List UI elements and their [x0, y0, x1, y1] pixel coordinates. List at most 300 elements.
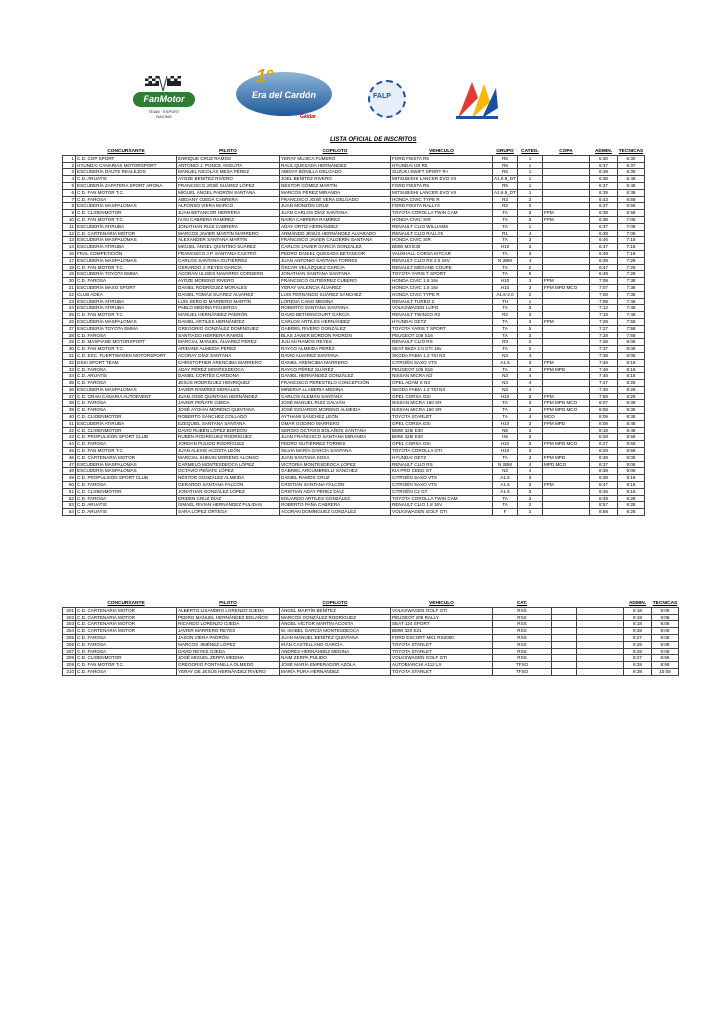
table-cell — [543, 155, 590, 162]
table-cell: 9:08 — [652, 648, 679, 655]
table-cell: NISSAN MICRA 160 SR — [391, 407, 493, 414]
table-cell: C.D. CARTENARIA MOTOR — [76, 621, 177, 628]
table-cell: ÁNGEL VÍCTOR MARTÍN ACOSTA — [280, 621, 391, 628]
table-cell — [543, 325, 590, 332]
table-cell: 9:18 — [618, 488, 645, 495]
table-cell: 50 — [63, 482, 76, 489]
table-cell: 9:18 — [618, 475, 645, 482]
column-header: ADMIN. — [594, 149, 613, 154]
table-cell: 8:28 — [590, 448, 618, 455]
table-cell: 3 — [518, 359, 543, 366]
table-row — [63, 386, 645, 393]
table-cell: TA — [493, 237, 518, 244]
table-cell: FPM MPD MCO — [543, 441, 590, 448]
table-row — [63, 264, 645, 271]
table-cell: 2 — [518, 509, 543, 516]
table-cell: JORDAN PULIDO RODRÍGUEZ — [177, 441, 280, 448]
table-cell: 7:48 — [618, 305, 645, 312]
table-cell: FPM — [543, 216, 590, 223]
table-cell: CITROËN SAXO VTS — [391, 482, 493, 489]
table-cell: 8:38 — [590, 468, 618, 475]
table-cell: 12 — [63, 230, 76, 237]
table-cell: FPM MPD — [543, 420, 590, 427]
table-cell: 44 — [63, 441, 76, 448]
table-cell: TA — [493, 210, 518, 217]
table-cell: 7:58 — [590, 393, 618, 400]
table-cell: 206 — [63, 641, 76, 648]
table-cell: FPM MPD MCO — [543, 400, 590, 407]
table-cell — [577, 634, 624, 641]
table-cell: ESCUDERÍA MASPALOMAS — [76, 257, 177, 264]
table-cell: ESCUDERÍA ATIRUBA — [76, 420, 177, 427]
table-cell: OPEL CORSA GSI — [391, 420, 493, 427]
table-cell: N3 — [493, 386, 518, 393]
table-cell: C.D. FAROSA — [76, 668, 177, 675]
table-cell: 9:08 — [618, 454, 645, 461]
table-cell: 31 — [63, 352, 76, 359]
table-cell: 3 — [518, 210, 543, 217]
table-cell: N3 — [493, 352, 518, 359]
table-cell: CHRISTOPHER ARENCIBIA MARRERO — [177, 359, 280, 366]
table-cell: 4 — [518, 414, 543, 421]
table-cell: GREGORIO FONTANILLA OLMEDO — [177, 662, 280, 669]
table-cell: C.D. PROPULSIÓN SPORT CLUB — [76, 475, 177, 482]
table-cell: 8:58 — [590, 509, 618, 516]
table-row — [63, 189, 645, 196]
table-cell — [543, 298, 590, 305]
table-cell: FRANCISCO JOSÉ SUÁREZ LÓPEZ — [177, 182, 280, 189]
table-cell: 7:38 — [590, 339, 618, 346]
table-cell: 7:28 — [590, 318, 618, 325]
table-cell: H10 — [493, 420, 518, 427]
table-cell: HYUNDAI CANARIAS MOTORSPORT — [76, 162, 177, 169]
table-cell: 7:48 — [590, 359, 618, 366]
table-cell: 7:12 — [590, 305, 618, 312]
table-cell: HONDA CIVIC SIR — [391, 216, 493, 223]
table-cell: 8:57 — [590, 502, 618, 509]
table-cell: 7:49 — [590, 366, 618, 373]
table-row — [63, 495, 645, 502]
table-cell: MARCIAL SHEIAN MORENO ALONSO — [177, 454, 280, 461]
column-header: GRUPO — [496, 149, 514, 154]
table-cell — [543, 250, 590, 257]
fanmotor-logo — [133, 74, 195, 124]
table-cell: SARA LÓPEZ ORTEGA — [177, 509, 280, 516]
table-row — [63, 346, 645, 353]
table-cell: OCTAVIO PEÑATE LÓPEZ — [177, 468, 280, 475]
table-cell: 6:58 — [618, 203, 645, 210]
table-cell: 47 — [63, 461, 76, 468]
table-row — [63, 420, 645, 427]
table-cell: 19 — [63, 271, 76, 278]
table-cell: 1 — [518, 298, 543, 305]
column-header: COPA — [559, 149, 573, 154]
table-cell: 2 — [518, 339, 543, 346]
table-cell: CITROËN SAXO VTS — [391, 475, 493, 482]
table-cell: ESCUDERÍA MASPALOMAS — [76, 461, 177, 468]
table-cell: VOLKSWAGEN LUPO — [391, 305, 493, 312]
table-row — [63, 196, 645, 203]
table-cell — [543, 434, 590, 441]
table-cell: MARCOS JAVIER MARTÍN MARRERO — [177, 230, 280, 237]
table-cell — [543, 352, 590, 359]
table-row — [63, 607, 679, 614]
table-cell: FPM — [543, 393, 590, 400]
table-cell: 7:28 — [618, 264, 645, 271]
table-cell: TA — [493, 346, 518, 353]
table-cell: ÁNGEL MARTÍN BENÍTEZ — [280, 607, 391, 614]
table-row — [63, 468, 645, 475]
table-cell: GABRIEL RIVERO GONZÁLEZ — [280, 325, 391, 332]
table-cell: 6:38 — [590, 210, 618, 217]
table-cell: 2 — [63, 162, 76, 169]
table-cell: 28 — [63, 332, 76, 339]
table-cell: 6:39 — [618, 169, 645, 176]
table-cell: 39 — [63, 407, 76, 414]
table-cell: ABIDANY OJEDA CABRERA — [177, 196, 280, 203]
table-cell: RENAULT TURBO 2 — [391, 298, 493, 305]
table-cell: 1 — [518, 223, 543, 230]
table-cell: 7:38 — [618, 278, 645, 285]
table-cell: GREGORIO GONZÁLEZ DOMÍNGUEZ — [177, 325, 280, 332]
table-cell — [577, 621, 624, 628]
table-cell: RSS — [493, 655, 552, 662]
table-cell: CARLOS SANTANA GUTIÉRREZ — [177, 257, 280, 264]
table-cell: A1.6.9_DT — [494, 176, 516, 182]
table-row — [63, 169, 645, 176]
table-cell — [543, 475, 590, 482]
table-cell: 7:48 — [618, 298, 645, 305]
table-cell — [543, 346, 590, 353]
table-cell — [543, 427, 590, 434]
table-cell: RENAULT CLIO RS — [391, 461, 493, 468]
table-row — [63, 614, 679, 621]
table-cell: ESCUDERÍA MAXO SPORT — [76, 284, 177, 291]
table-cell: VOLKSWAGEN GOLF GTI — [391, 509, 493, 516]
table-cell: PEDRO DANIEL QUESADA BETANCOR — [280, 250, 391, 257]
table-cell: C.D. PROPULSIÓN SPORT CLUB — [76, 434, 177, 441]
table-cell — [552, 607, 577, 614]
table-cell: YERAY DE JESÚS HERNÁNDEZ RIVERO — [177, 668, 280, 675]
table-cell: 3 — [518, 475, 543, 482]
table-cell: 10 — [63, 216, 76, 223]
table-cell: N3 — [493, 380, 518, 387]
table-cell: C.D. FAROSA — [76, 482, 177, 489]
table-cell: 8:48 — [618, 420, 645, 427]
table-cell: 1 — [63, 155, 76, 162]
table-cell: 6:38 — [590, 216, 618, 223]
table-cell: 3 — [518, 318, 543, 325]
table-cell: RENAULT CLIO RS — [391, 339, 493, 346]
table-cell: 25 — [63, 312, 76, 319]
table-cell: 41 — [63, 420, 76, 427]
table-cell: 1 — [518, 182, 543, 189]
table-cell: 26 — [63, 318, 76, 325]
table-cell: 7:08 — [590, 278, 618, 285]
table-cell: 20 — [63, 278, 76, 285]
table-cell: JUAN JOSÉ QUINTANA HERNÁNDEZ — [177, 393, 280, 400]
table-cell: 21 — [63, 284, 76, 291]
table-cell — [543, 189, 590, 196]
table-cell: MPD MCO — [543, 461, 590, 468]
table-cell — [543, 339, 590, 346]
table-cell: 6:39 — [590, 257, 618, 264]
table-cell: 7:09 — [590, 298, 618, 305]
table-cell: GERARDO J. REYES GARCÍA — [177, 264, 280, 271]
table-cell: 54 — [63, 509, 76, 516]
table-cell — [552, 614, 577, 621]
table-cell: 8:08 — [590, 420, 618, 427]
table-cell: 6:38 — [590, 176, 618, 183]
table-cell: TOYOTA COROLLA GTI — [391, 448, 493, 455]
table-cell: 8:58 — [652, 655, 679, 662]
table-row — [63, 427, 645, 434]
table-cell: 6:48 — [618, 182, 645, 189]
table-row — [63, 441, 645, 448]
table-cell: R1 — [493, 230, 518, 237]
table-cell — [543, 223, 590, 230]
table-row — [63, 359, 645, 366]
table-cell: C.D. FAN MOTOR T.C. — [76, 662, 177, 669]
table-cell: FPM MPD — [543, 366, 590, 373]
table-row — [63, 393, 645, 400]
table-cell: 4 — [518, 257, 543, 264]
table-cell: ACORÁN ULISES NAVARRO CORDERO — [177, 271, 280, 278]
table-cell: 9:08 — [652, 641, 679, 648]
table-cell: 34 — [63, 373, 76, 380]
table-cell: 46 — [63, 454, 76, 461]
table-cell — [543, 176, 590, 183]
table-cell: C.D. FAROSA — [76, 278, 177, 285]
table-cell: 6:37 — [590, 182, 618, 189]
table-cell: 6:46 — [590, 237, 618, 244]
rally-name: Era del Cardón — [251, 90, 316, 100]
table-cell: 207 — [63, 648, 76, 655]
table-cell: R2 — [493, 203, 518, 210]
table-cell: 9:08 — [652, 607, 679, 614]
table-row — [63, 312, 645, 319]
table-cell: 53 — [63, 502, 76, 509]
table-cell: 1 — [518, 155, 543, 162]
table-cell: 8:58 — [652, 662, 679, 669]
table-row — [63, 339, 645, 346]
table-cell: JUAN ANTONIO SANTANA TORRES — [280, 257, 391, 264]
table-cell: FRANCISCO J.P. SANTANA CASTRO — [177, 250, 280, 257]
table-cell: 8:48 — [618, 427, 645, 434]
table-cell: 27 — [63, 325, 76, 332]
table-cell: CARLOS JAVIER GARCÍA GONZÁLEZ — [280, 244, 391, 251]
historic-entries-table — [62, 601, 679, 676]
table-cell: 8:39 — [590, 475, 618, 482]
table-cell — [577, 607, 624, 614]
table-cell: 8:18 — [618, 373, 645, 380]
table-cell: C.D. FAROSA — [76, 495, 177, 502]
table-cell: C.D. FAROSA — [76, 380, 177, 387]
table-cell: HYUNDAI GETZ — [391, 454, 493, 461]
column-header: PILOTO — [219, 149, 237, 154]
table-cell: C.D. CARTENARIA MOTOR — [76, 230, 177, 237]
table-cell: TA — [493, 366, 518, 373]
table-cell: MANUEL NICOLÁS MESA PÉREZ — [177, 169, 280, 176]
table-cell: JAVIER PEÑATE OJEDA — [177, 400, 280, 407]
table-cell: C.D. FAROSA — [76, 648, 177, 655]
table-cell: F — [493, 509, 518, 516]
table-cell: 2 — [518, 196, 543, 203]
table-cell: 8:38 — [618, 414, 645, 421]
logos-bar — [0, 66, 724, 136]
table-cell: ACORAY DÍAZ SANTANA — [177, 352, 280, 359]
table-cell: 8:38 — [590, 454, 618, 461]
table-cell: 6:49 — [590, 250, 618, 257]
table-cell: DANIEL HERNÁNDEZ GONZÁLEZ — [280, 373, 391, 380]
table-cell: 4 — [518, 468, 543, 475]
table-cell: RENAULT CLIO 1.8 16V — [391, 502, 493, 509]
table-cell: 43 — [63, 434, 76, 441]
table-cell: TA — [493, 318, 518, 325]
table-cell: TOYOTA STARLET — [391, 648, 493, 655]
table-cell: TA — [493, 414, 518, 421]
table-cell: 8:37 — [590, 461, 618, 468]
table-row — [63, 237, 645, 244]
table-cell: N5 — [493, 427, 518, 434]
table-cell: C.D. FAN MOTOR T.C. — [76, 189, 177, 196]
table-cell: DANIEL ARTILES HERNÁNDEZ — [177, 318, 280, 325]
table-cell: M. ISABEL GARCÍA MONTESDEOCA — [280, 628, 391, 635]
table-row — [63, 305, 645, 312]
table-cell: 8:09 — [590, 414, 618, 421]
table-row — [63, 203, 645, 210]
table-cell: JUAN ALEXIS ACOSTA LEÓN — [177, 448, 280, 455]
table-cell — [543, 468, 590, 475]
table-cell: 8:38 — [618, 400, 645, 407]
table-row — [63, 250, 645, 257]
table-cell: SERGIO OCTAVIO BOLAÑOS SANTANA — [280, 427, 391, 434]
table-cell: JONATHAN GONZÁLEZ LÓPEZ — [177, 488, 280, 495]
table-cell: FRANCISCO JOSÉ VERA DELGADO — [280, 196, 391, 203]
table-cell: C.D. CLIOENMOTOR — [76, 427, 177, 434]
table-cell — [543, 203, 590, 210]
table-cell: SKODA FABIA 1.2 TSI N3 — [391, 352, 493, 359]
table-cell: DANIEL CORTÉS CARDONA — [177, 373, 280, 380]
table-cell: 9 — [63, 210, 76, 217]
table-cell: ESCUDERÍA MASPALOMAS — [76, 468, 177, 475]
table-cell: JUAN FRANCISCO SANTANA MIRANDA — [280, 434, 391, 441]
table-cell: 40 — [63, 414, 76, 421]
table-cell: R5 — [493, 155, 518, 162]
table-cell: 6 — [63, 189, 76, 196]
table-cell: C.D. CARTENARIA MOTOR — [76, 628, 177, 635]
table-cell: TFSO — [493, 668, 552, 675]
table-cell: 7:47 — [590, 380, 618, 387]
table-cell: H10 — [493, 244, 518, 251]
table-cell: 6:43 — [590, 196, 618, 203]
table-cell: 1 — [518, 176, 543, 183]
table-cell: ESCUDERÍA MASPALOMAS — [76, 386, 177, 393]
table-cell: RUBÉN RODRÍGUEZ RODRÍGUEZ — [177, 434, 280, 441]
table-cell: HYUNDAI I20 R5 — [391, 162, 493, 169]
table-cell: LUIS SERGIO MARRERO MARTÍN — [177, 298, 280, 305]
table-cell: 8:38 — [624, 668, 652, 675]
table-cell: FPM MPD — [543, 454, 590, 461]
table-cell: 9:08 — [652, 621, 679, 628]
table-cell: 6:39 — [590, 169, 618, 176]
table-row — [63, 291, 645, 298]
table-cell: A1.6-2.0 — [493, 291, 518, 298]
table-cell: MITSUBISHI LANCER EVO VII — [391, 176, 493, 183]
table-cell: ABIDAY BONILLA DELGADO — [280, 169, 391, 176]
table-row — [63, 366, 645, 373]
table-cell: MIGUEL ÁNGEL QUINTINO SUÁREZ — [177, 244, 280, 251]
table-cell: 7:38 — [590, 352, 618, 359]
table-cell: MARCOS GONZÁLEZ RODRÍGUEZ — [280, 614, 391, 621]
table-cell: 8:18 — [624, 621, 652, 628]
table-cell: TA — [493, 407, 518, 414]
table-cell: FORD FIESTA R5 — [391, 155, 493, 162]
table-cell: OMAR GODINO MARRERO — [280, 420, 391, 427]
table-cell — [543, 230, 590, 237]
table-cell: CARMELO MONTESDEOCA LÓPEZ — [177, 461, 280, 468]
table-cell: MARCOS JIMÉNEZ LÓPEZ — [177, 641, 280, 648]
table-cell: TOYOTA STARLET — [391, 414, 493, 421]
table-cell: 7:48 — [618, 312, 645, 319]
table-cell: C.D. ARUATIS — [76, 509, 177, 516]
table-cell: 6:37 — [590, 162, 618, 169]
table-cell: C.D. FAN MOTOR T.C. — [76, 346, 177, 353]
table-cell: C.D. CLIOENMOTOR — [76, 414, 177, 421]
table-cell: 10:08 — [652, 668, 679, 675]
table-cell: 3 — [518, 216, 543, 223]
table-cell: C.D. CARTENARIA MOTOR — [76, 614, 177, 621]
table-cell: ADAY ORTIZ HERNÁNDEZ — [280, 223, 391, 230]
table-cell: RENAULT MÉGANE COUPE — [391, 264, 493, 271]
table-cell: ROBERTO PAÑA CABRERA — [280, 502, 391, 509]
table-cell: LORENA CANO MEDINA — [280, 298, 391, 305]
table-cell: SILVIA MARÍA GARCÍA SANTANA — [280, 448, 391, 455]
table-cell: AYTHAMI SÁNCHEZ LEÓN — [280, 414, 391, 421]
table-cell: 208 — [63, 655, 76, 662]
table-cell: C.D. FAROSA — [76, 641, 177, 648]
table-cell: 3 — [518, 278, 543, 285]
table-cell — [543, 291, 590, 298]
table-cell — [543, 386, 590, 393]
table-row — [63, 509, 645, 516]
table-cell: A1.6 — [493, 488, 518, 495]
table-cell: 209 — [63, 662, 76, 669]
table-row — [63, 210, 645, 217]
table-cell: C.D. CARTENARIA MOTOR — [76, 454, 177, 461]
table-cell: JOSÉ EDUARDO MORENO ALMEIDA — [280, 407, 391, 414]
table-cell: 6:30 — [618, 155, 645, 162]
table-cell: NAIM ZERPA PULIDO — [280, 655, 391, 662]
table-cell — [543, 257, 590, 264]
table-cell: 18 — [63, 264, 76, 271]
column-header: TÉCNICAS — [652, 601, 678, 606]
entries-table — [62, 149, 645, 516]
table-cell: C.D. GRAN CANARIA AUTOEVENT — [76, 393, 177, 400]
table-cell: 48 — [63, 468, 76, 475]
table-cell: 8:28 — [618, 393, 645, 400]
table-cell: PEUGEOT 106 S16 — [391, 366, 493, 373]
table-cell — [543, 305, 590, 312]
table-cell: 7:28 — [590, 332, 618, 339]
table-cell: 2 — [518, 291, 543, 298]
table-row — [63, 271, 645, 278]
table-cell: CARLOS ALEMÁN SANTANA — [280, 393, 391, 400]
table-cell: 49 — [63, 475, 76, 482]
table-cell: RENAULT CLIO WILLIAMS — [391, 223, 493, 230]
table-row — [63, 325, 645, 332]
table-cell: C.D. FAROSA — [76, 407, 177, 414]
